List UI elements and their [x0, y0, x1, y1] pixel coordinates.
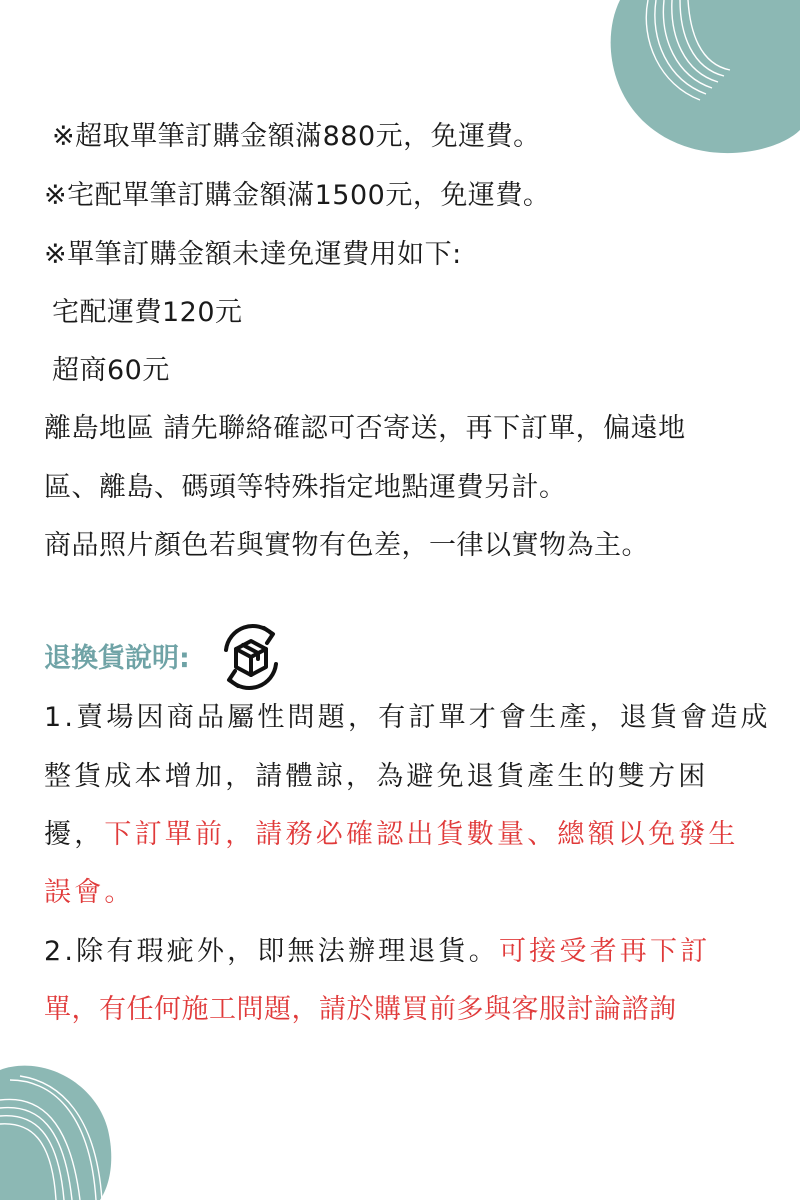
shipping-note-fee-intro: ※單筆訂購金額未達免運費用如下:: [44, 239, 462, 270]
returns-p2-warning-end: 單，有任何施工問題，請於購買前多與客服討論諮詢: [44, 994, 677, 1025]
shipping-note-convenience-store: ※超取單筆訂購金額滿880元，免運費。: [52, 121, 541, 152]
shipping-note-islands-1: 離島地區 請先聯絡確認可否寄送，再下訂單，偏遠地: [44, 413, 686, 444]
returns-p2-no-return: 2.除有瑕疵外，即無法辦理退貨。: [44, 936, 499, 967]
shipping-note-home-delivery: ※宅配單筆訂購金額滿1500元，免運費。: [44, 180, 551, 211]
shipping-fee-home-delivery: 宅配運費120元: [52, 297, 243, 328]
shipping-fee-convenience-store: 超商60元: [52, 355, 170, 386]
returns-p1-warning-end: 誤會。: [44, 877, 135, 908]
returns-p1-line2: 整貨成本增加，請體諒，為避免退貨產生的雙方困: [44, 761, 709, 792]
decorative-wave-top: [590, 0, 800, 160]
returns-p2-line1: [44, 935, 710, 969]
box-return-icon: [214, 620, 288, 694]
returns-p2-warning: 可接受者再下訂: [498, 936, 711, 967]
shipping-note-islands-2: 區、離島、碼頭等特殊指定地點運費另計。: [44, 472, 567, 503]
returns-p1-line1: 1.賣場因商品屬性問題，有訂單才會生產，退貨會造成: [44, 702, 771, 733]
photo-color-note: 商品照片顏色若與實物有色差，一律以實物為主。: [44, 530, 649, 561]
returns-p1-line3-text: 擾，: [44, 819, 105, 850]
decorative-wave-bottom: [0, 1060, 115, 1200]
returns-p1-line3: [44, 818, 739, 852]
returns-heading: 退換貨說明:: [44, 643, 190, 674]
returns-p1-warning: 下訂單前，請務必確認出貨數量、總額以免發生: [104, 819, 739, 850]
